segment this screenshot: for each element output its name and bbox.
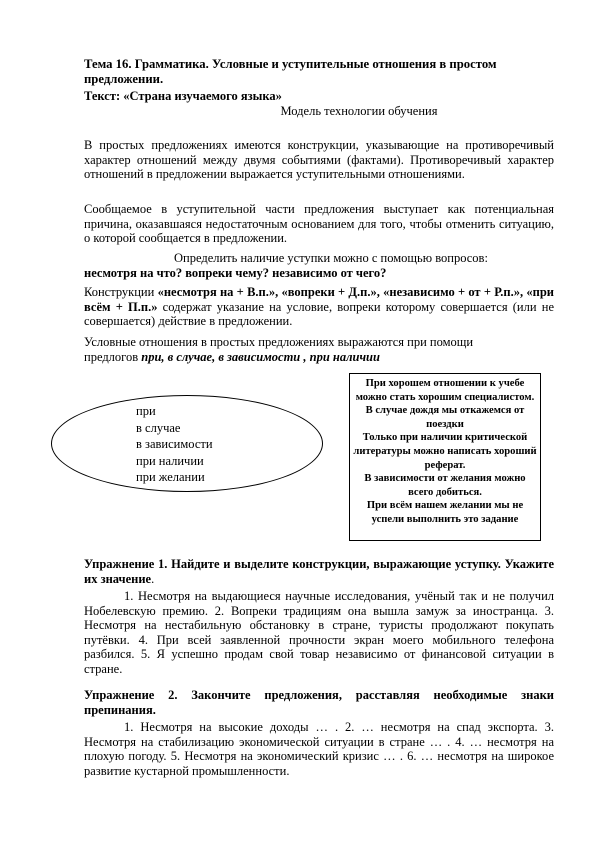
conditions-lead: Условные отношения в простых предложениях выражаются при помощи предлогов (84, 335, 474, 364)
example-sentence: При хорошем отношении к учебе можно стать хорошим специалистом. (355, 378, 535, 403)
questions-intro: Определить наличие уступки можно с помощью вопросов: (174, 251, 488, 265)
example-sentence: В зависимости от желания можно всего добиться. (364, 473, 526, 498)
model-label: Модель технологии обучения (280, 104, 438, 118)
page-title: Тема 16. Грамматика. Условные и уступительные отношения в простом предложении. (84, 57, 497, 86)
exercise1-heading (84, 557, 554, 586)
preposition-item: при наличии (136, 453, 204, 468)
examples-box (349, 373, 541, 541)
paragraph-conditions (84, 335, 524, 364)
paragraph-explanation: Сообщаемое в уступительной части предложения выступает как потенциальная причина, оказавшаяся недостаточным основанием для того, чтобы отменить ситуацию, о которой сообщается в предложении. (84, 202, 554, 246)
paragraph-questions (84, 251, 554, 280)
preposition-item: при желании (136, 470, 205, 485)
exercise1-heading-end: . (151, 571, 155, 586)
constructions-lead: Конструкции (84, 285, 158, 299)
text-label: Текст: «Страна изучаемого языка» (84, 89, 282, 103)
constructions-bold: «несмотря на + В.п.», «вопреки + Д.п.», «независимо + от + Р.п.», «при всём + П.п.» (84, 285, 554, 314)
conditions-prepositions: при, в случае, в зависимости , при наличии (141, 349, 380, 364)
exercise1-body: 1. Несмотря на выдающиеся научные исследования, учёный так и не получил Нобелевскую премию. 2. Вопреки традициям она вышла замуж за иностранца. 3. Несмотря на нестабильную обстановку в стране, туристы продолжают покупать путёвки. 4. При всей заявленной прочности экран моего мобильного телефона разбился. 5. Я успешно продам свой товар независимо от финансовой ситуации в стране. (84, 589, 554, 676)
paragraph-constructions (84, 285, 554, 329)
example-sentence: В случае дождя мы откажемся от поездки (365, 405, 525, 430)
questions-list: несмотря на что? вопреки чему? независимо от чего? (84, 265, 387, 280)
example-sentence: Только при наличии критической литературы можно написать хороший реферат. (353, 432, 537, 471)
exercise1-heading-text: Упражнение 1. Найдите и выделите конструкции, выражающие уступку. Укажите их значение (84, 557, 554, 586)
preposition-item: при (136, 404, 156, 418)
exercise2-heading: Упражнение 2. Закончите предложения, расставляя необходимые знаки препинания. (84, 688, 554, 717)
example-sentence: При всём нашем желании мы не успели выполнить это задание (366, 500, 524, 525)
constructions-rest: содержат указание на условие, вопреки которому совершается (или не совершается) действие в предложении. (84, 299, 554, 329)
preposition-item: в случае (136, 420, 181, 435)
exercise2-body: 1. Несмотря на высокие доходы … . 2. … несмотря на спад экспорта. 3. Несмотря на стабилизацию экономической ситуации в стране … . 4. … несмотря на плохую погоду. 5. Несмотря на экономический кризис … . 6. … несмотря на широкое развитие кустарной промышленности. (84, 720, 554, 778)
preposition-item: в зависимости (136, 437, 213, 452)
paragraph-intro: В простых предложениях имеются конструкции, указывающие на противоречивый характер отношений между двумя событиями (фактами). Противоречивый характер отношений в предложении выражается уступительными отношениями. (84, 138, 554, 182)
prepositions-list (136, 403, 213, 486)
